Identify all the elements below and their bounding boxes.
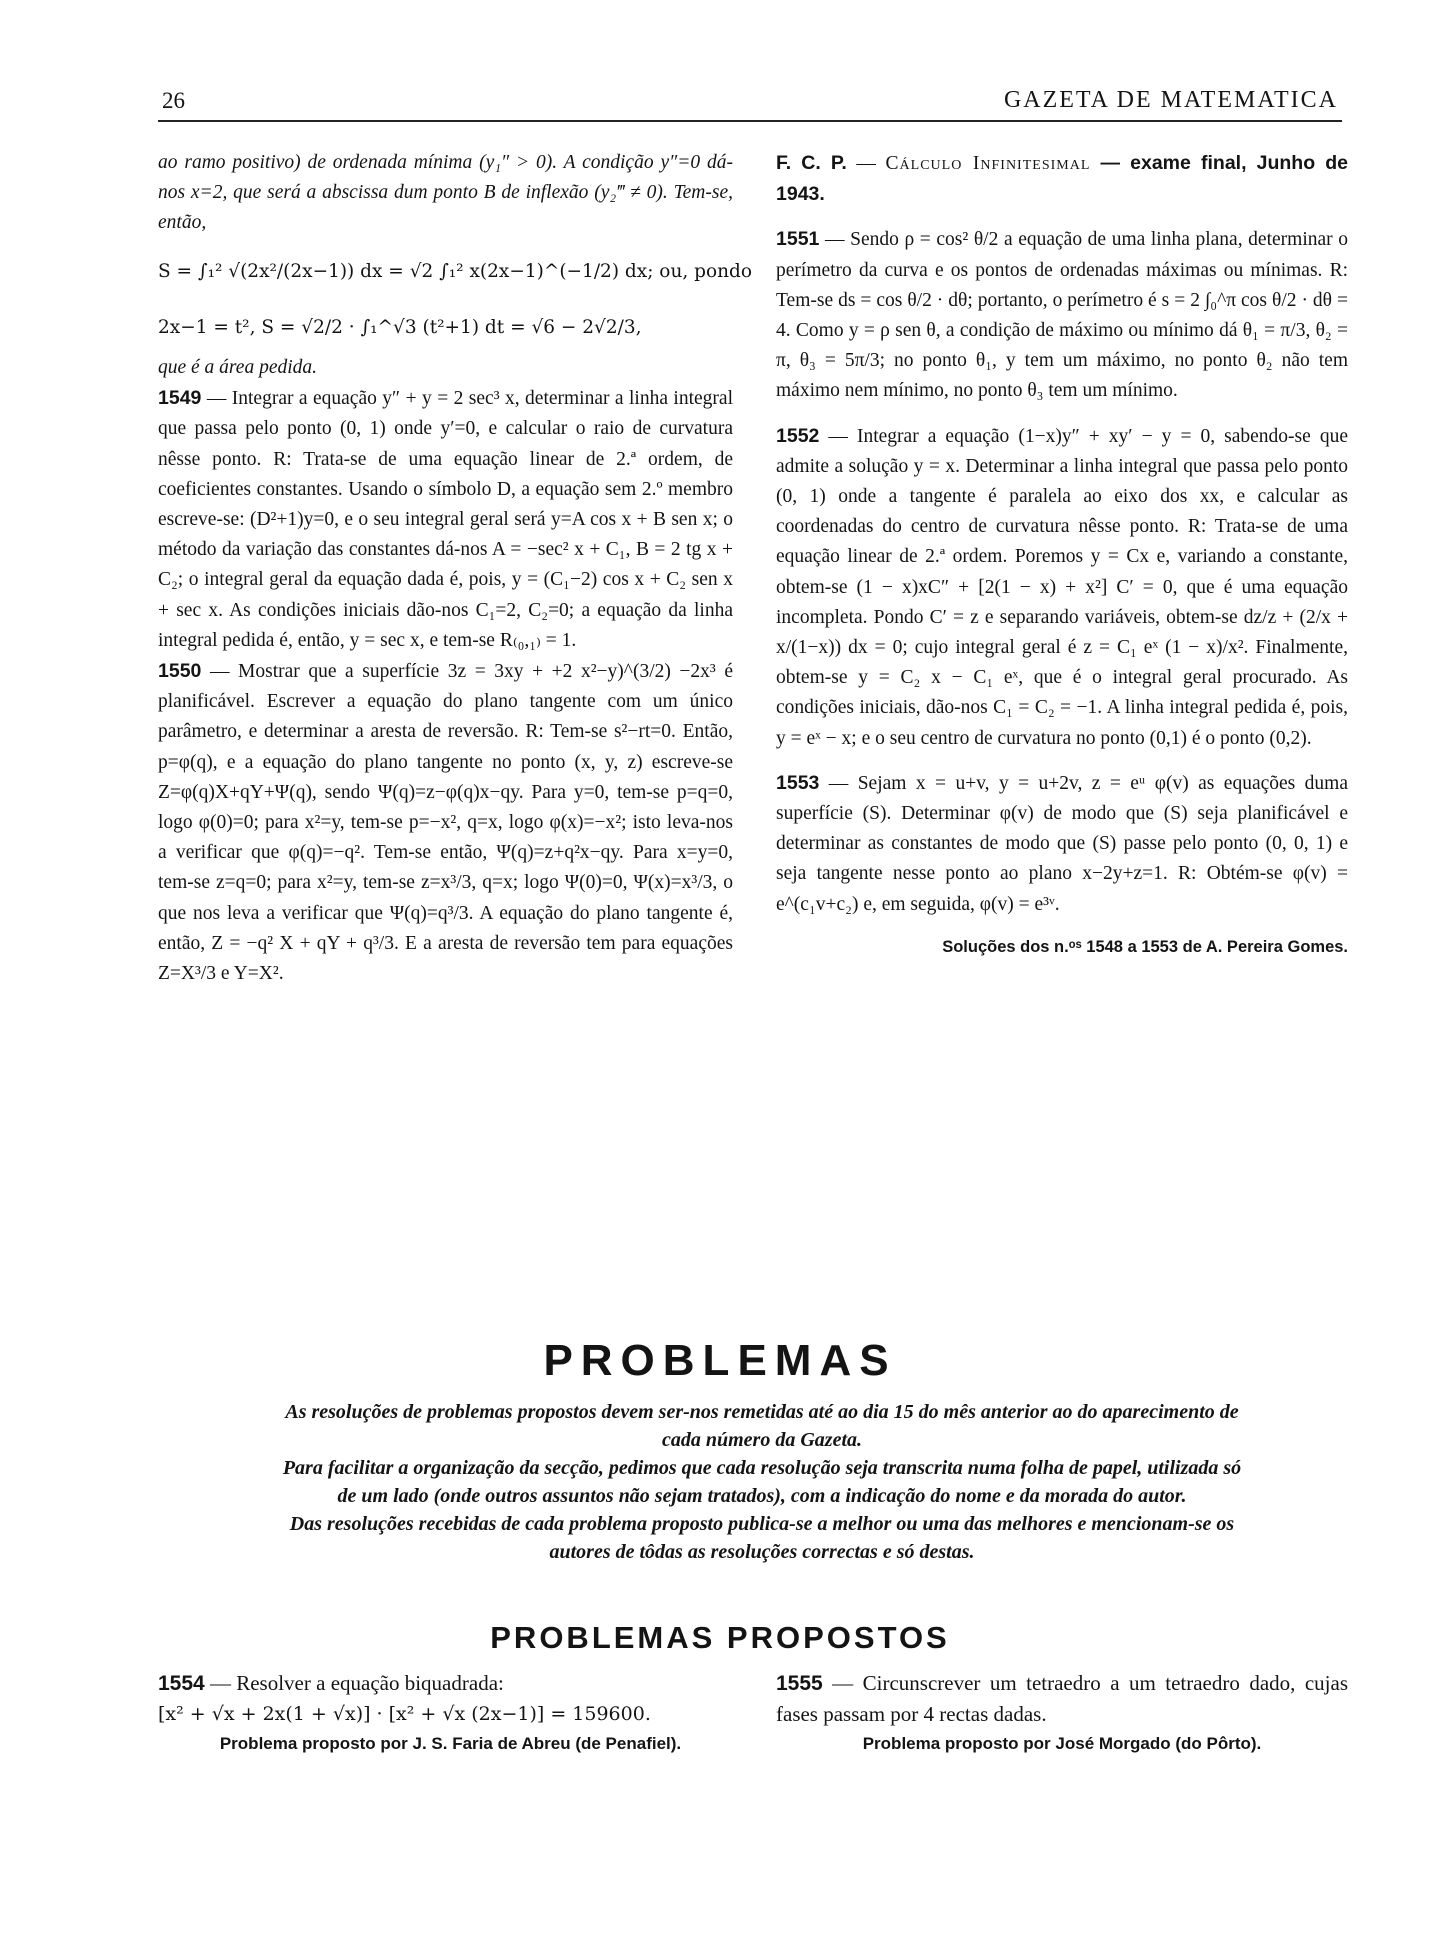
course-name: Cálculo Infinitesimal — [885, 153, 1091, 174]
proposed-problems-title: PROBLEMAS PROPOSTOS — [490, 1620, 950, 1655]
institution: F. C. P. — [776, 152, 847, 174]
page-number: 26 — [162, 88, 185, 113]
exercise-text: — Sendo ρ = cos² θ/2 a equação de uma linha plana, determinar o perímetro da curva e os pontos de ordenadas máximas ou mínimas. R: Tem-se ds = cos θ/2 · dθ; portanto, o perímetro é s = 2 ∫₀^π cos θ/2 · dθ = 4. Como y = ρ sen θ, a condição de máximo ou mínimo dá θ₁ = π/3, θ₂ = π, θ₃ = 5π/3; no ponto θ₁, y tem um máximo, no ponto θ₂ não tem máximo nem mínimo, no ponto θ₃ tem um mínimo. — [776, 229, 1348, 402]
journal-title: GAZETA DE MATEMATICA — [1003, 87, 1338, 113]
notice-paragraph: Das resoluções recebidas de cada problema proposto publica-se a melhor ou uma das melhores e mencionam-se os autores de tôdas as resoluções correctas e só destas. — [289, 1513, 1235, 1563]
exam-info: — exame final, Junho de 1943. — [776, 152, 1349, 206]
submission-notice — [282, 1398, 1242, 1566]
exercise-1549 — [158, 383, 733, 656]
problem-number: 1554 — [158, 1672, 205, 1695]
exercise-number: 1550 — [158, 660, 202, 683]
exercise-1551 — [776, 224, 1348, 406]
section-title: PROBLEMAS — [543, 1336, 897, 1385]
notice-paragraph: Para facilitar a organização da secção, pedimos que cada resolução seja transcrita numa folha de papel, utilizada só de um lado (onde outros assuntos não sejam tratados), com a indicação do nome e da morada do autor. — [282, 1457, 1242, 1507]
problem-author: Problema proposto por J. S. Faria de Abreu (de Penafiel). — [219, 1734, 682, 1753]
problem-number: 1555 — [776, 1672, 823, 1695]
exercise-text: — Integrar a equação y″ + y = 2 sec³ x, determinar a linha integral que passa pelo ponto (0, 1) onde y′=0, e calcular o raio de curvatura nêsse ponto. R: Trata-se de uma equação linear de 2.ª ordem, de coeficientes constantes. Usando o símbolo D, a equação sem 2.º membro escreve-se: (D²+1)y=0, e o seu integral geral será y=A cos x + B sen x; o método da variação das constantes dá-nos A = −sec² x + C₁, B = 2 tg x + C₂; o integral geral da equação dada é, pois, y = (C₁−2) cos x + C₂ sen x + sec x. As condições iniciais dão-nos C₁=2, C₂=0; a equação da linha integral pedida é, então, y = sec x, e tem-se R₍₀,₁₎ = 1. — [158, 388, 733, 651]
solutions-credit: Soluções dos n.ᵒˢ 1548 a 1553 de A. Pereira Gomes. — [942, 937, 1348, 956]
area-formula-1: S = ∫₁² √(2x²/(2x−1)) dx = √2 ∫₁² x(2x−1)^(−1/2) dx; ou, pondo — [158, 260, 752, 282]
exercise-1552 — [776, 421, 1348, 754]
exercise-number: 1551 — [776, 228, 820, 251]
problem-author: Problema proposto por José Morgado (do Pôrto). — [862, 1734, 1262, 1753]
exercise-text: — Mostrar que a superfície 3z = 3xy + +2 x²−y)^(3/2) −2x³ é planificável. Escrever a equação do plano tangente com um único parâmetro, e determinar a aresta de reversão. R: Tem-se s²−rt=0. Então, p=φ(q), e a equação do plano tangente no ponto (x, y, z) escreve-se Z=φ(q)X+qY+Ψ(q), sendo Ψ(q)=z−φ(q)x−qy. Para y=0, tem-se p=q=0, logo φ(0)=0; para x²=y, tem-se p=−x², q=x, logo φ(x)=−x²; isto leva-nos a verificar que φ(q)=−q². Tem-se então, Ψ(q)=z+q²x−qy. Para x=y=0, tem-se z=q=0; para x²=y, tem-se z=x³/3, q=x; logo Ψ(0)=0, Ψ(x)=x³/3, o que nos leva a verificar que Ψ(q)=q³/3. A equação do plano tangente é, então, Z = −q² X + qY + q³/3. E a aresta de reversão tem para equações Z=X³/3 e Y=X². — [158, 661, 733, 985]
exercise-text: — Integrar a equação (1−x)y″ + xy′ − y = 0, sabendo-se que admite a solução y = x. Determinar a linha integral que passa pelo ponto (0, 1) onde a tangente é paralela ao eixo dos xx, e calcular as coordenadas do centro de curvatura nêsse ponto. R: Trata-se de uma equação linear de 2.ª ordem. Poremos y = Cx e, variando a constante, obtem-se (1 − x)xC″ + [2(1 − x) + x²] C′ = 0, que é uma equação incompleta. Pondo C′ = z e separando variáveis, obtem-se dz/z + (2/x + x/(1−x)) dx = 0; cujo integral geral é z = C₁ eˣ (1 − x)/x². Finalmente, obtem-se y = C₂ x − C₁ eˣ, que é o integral geral procurado. As condições iniciais, dão-nos C₁ = C₂ = −1. A linha integral pedida é, pois, y = eˣ − x; e o seu centro de curvatura no ponto (0,1) é o ponto (0,2). — [776, 425, 1348, 749]
exam-heading: F. C. P. — Cálculo Infinitesimal — exame final, Junho de 1943. — [776, 152, 1349, 206]
problem-1554 — [158, 1668, 743, 1759]
left-column — [158, 148, 752, 989]
problem-text: — Circunscrever um tetraedro a um tetraedro dado, cujas fases passam por 4 rectas dadas. — [776, 1671, 1348, 1726]
exercise-1550 — [158, 656, 733, 989]
right-column — [776, 148, 1348, 962]
problem-1555 — [776, 1668, 1348, 1759]
exercise-number: 1553 — [776, 771, 820, 794]
problem-statement — [776, 1668, 1348, 1729]
problem-text: — Resolver a equação biquadrada: — [204, 1671, 504, 1695]
area-formula-2: 2x−1 = t², S = √2/2 · ∫₁^√3 (t²+1) dt = √6 − 2√2/3, — [158, 316, 642, 338]
solution-1548-end: ao ramo positivo) de ordenada mínima (y₁″ > 0). A condição y″=0 dá-nos x=2, que será a abscissa dum ponto B de inflexão (y₂‴ ≠ 0). Tem-se, então, — [158, 152, 733, 234]
page-header — [158, 80, 1342, 122]
problem-formula: [x² + √x + 2x(1 + √x)] · [x² + √x (2x−1)] = 159600. — [158, 1703, 651, 1725]
exercise-number: 1552 — [776, 424, 820, 447]
exercise-text: — Sejam x = u+v, y = u+2v, z = eᵘ φ(v) as equações duma superfície (S). Determinar φ(v) de modo que (S) seja planificável e determinar as constantes de modo que (S) passe pelo ponto (0, 0, 1) e seja tangente nesse ponto ao plano x−2y+z=1. R: Obtém-se φ(v) = e^(c₁v+c₂) e, em seguida, φ(v) = e³ᵛ. — [776, 772, 1348, 915]
problem-statement — [158, 1668, 743, 1699]
exercise-1553 — [776, 768, 1348, 920]
exercise-number: 1549 — [158, 387, 202, 410]
notice-paragraph: As resoluções de problemas propostos devem ser-nos remetidas até ao dia 15 do mês anterior ao do aparecimento de cada número da Gazeta. — [285, 1401, 1239, 1451]
area-result: que é a área pedida. — [158, 357, 318, 379]
